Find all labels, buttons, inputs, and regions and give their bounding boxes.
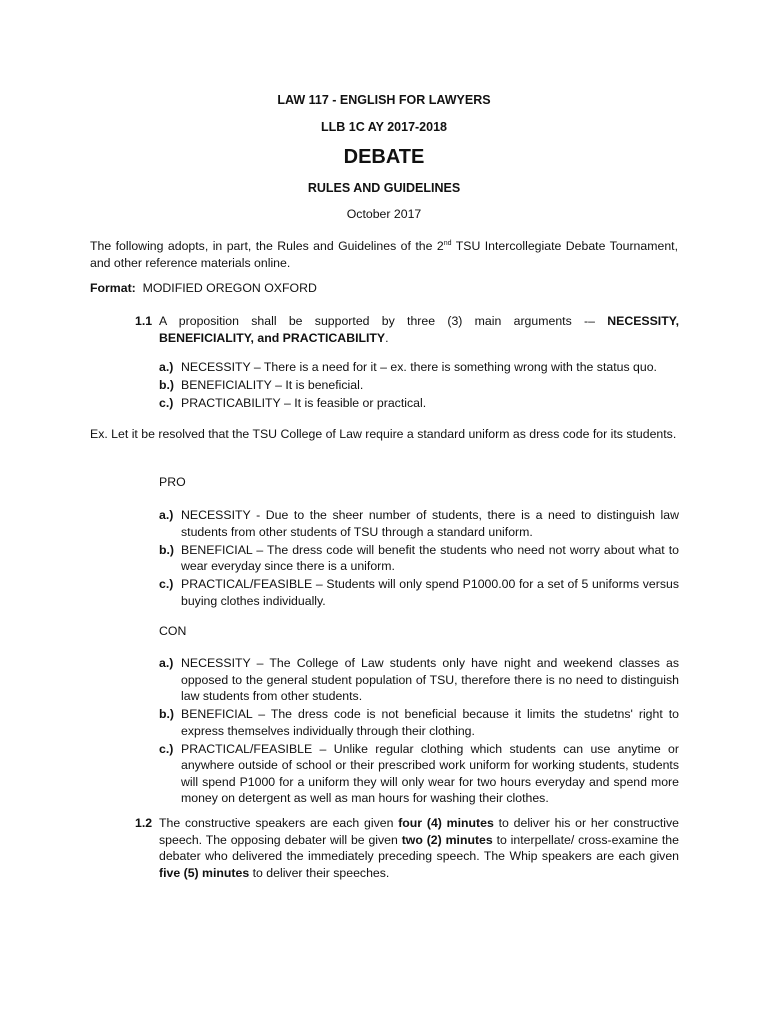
arguments-emphasis: NECESSITY, BENEFICIALITY, and PRACTICABILITY — [159, 314, 679, 345]
arguments-list — [159, 359, 679, 413]
list-item: c.) PRACTICAL/FEASIBLE – Unlike regular clothing which students can use anytime or anywhere outside of school or their prescribed work uniform for working students, students will spend P1000 for a uniform they will only wear for two hours everyday and spend more money on detergent as well as man hours for washing their clothes. — [159, 741, 679, 805]
page-subtitle: RULES AND GUIDELINES — [307, 181, 461, 195]
list-item: b.) BENEFICIAL – The dress code will benefit the students who need not worry about what to wear everyday since there is a uniform. — [159, 542, 679, 573]
list-item: a.) NECESSITY – The College of Law students only have night and weekend classes as opposed to the general student population of TSU, therefore there is no need to distinguish law students from other students. — [159, 656, 679, 703]
section-label: LLB 1C AY 2017-2018 — [320, 120, 447, 134]
page-title: DEBATE — [343, 146, 425, 168]
ordinal-suffix: nd — [443, 239, 452, 247]
format-label: Format: — [90, 281, 136, 295]
intro-paragraph: The following adopts, in part, the Rules and Guidelines of the 2nd TSU Intercollegiate Debate Tournament, and other reference materials online. — [90, 239, 678, 270]
course-title: LAW 117 - ENGLISH FOR LAWYERS — [277, 93, 491, 107]
list-item: a.) NECESSITY – There is a need for it – ex. there is something wrong with the status quo. — [159, 360, 657, 374]
section-1-1-text: A proposition shall be supported by three (3) main arguments -– NECESSITY, BENEFICIALITY, and PRACTICABILITY. — [159, 314, 679, 345]
list-item: c.) PRACTICABILITY – It is feasible or practical. — [159, 396, 427, 410]
section-number: 1.2 — [135, 816, 153, 830]
format-value: MODIFIED OREGON OXFORD — [135, 281, 317, 295]
section-1-2-text: The constructive speakers are each given four (4) minutes to deliver his or her constructive speech. The opposing debater will be given two (2) minutes to interpellate/ cross-examine the debater who delivered the immediately preceding speech. The Whip speakers are each given five (5) minutes to deliver their speeches. — [159, 816, 679, 880]
list-item: b.) BENEFICIALITY – It is beneficial. — [159, 378, 364, 392]
list-item: b.) BENEFICIAL – The dress code is not beneficial because it limits the studetns' right to express themselves individually through their clothing. — [159, 707, 679, 738]
document-date: October 2017 — [346, 207, 422, 221]
con-label: CON — [159, 624, 187, 638]
con-list — [159, 655, 679, 808]
pro-list — [159, 507, 679, 611]
example-paragraph: Ex. Let it be resolved that the TSU College of Law require a standard uniform as dress code for its students. — [90, 427, 677, 441]
list-item: c.) PRACTICAL/FEASIBLE – Students will only spend P1000.00 for a set of 5 uniforms versus buying clothes individually. — [159, 577, 679, 608]
list-item: a.) NECESSITY - Due to the sheer number of students, there is a need to distinguish law students from other students of TSU through a standard uniform. — [159, 508, 679, 539]
section-number: 1.1 — [135, 314, 153, 328]
pro-label: PRO — [159, 475, 186, 489]
format-line — [90, 280, 678, 297]
